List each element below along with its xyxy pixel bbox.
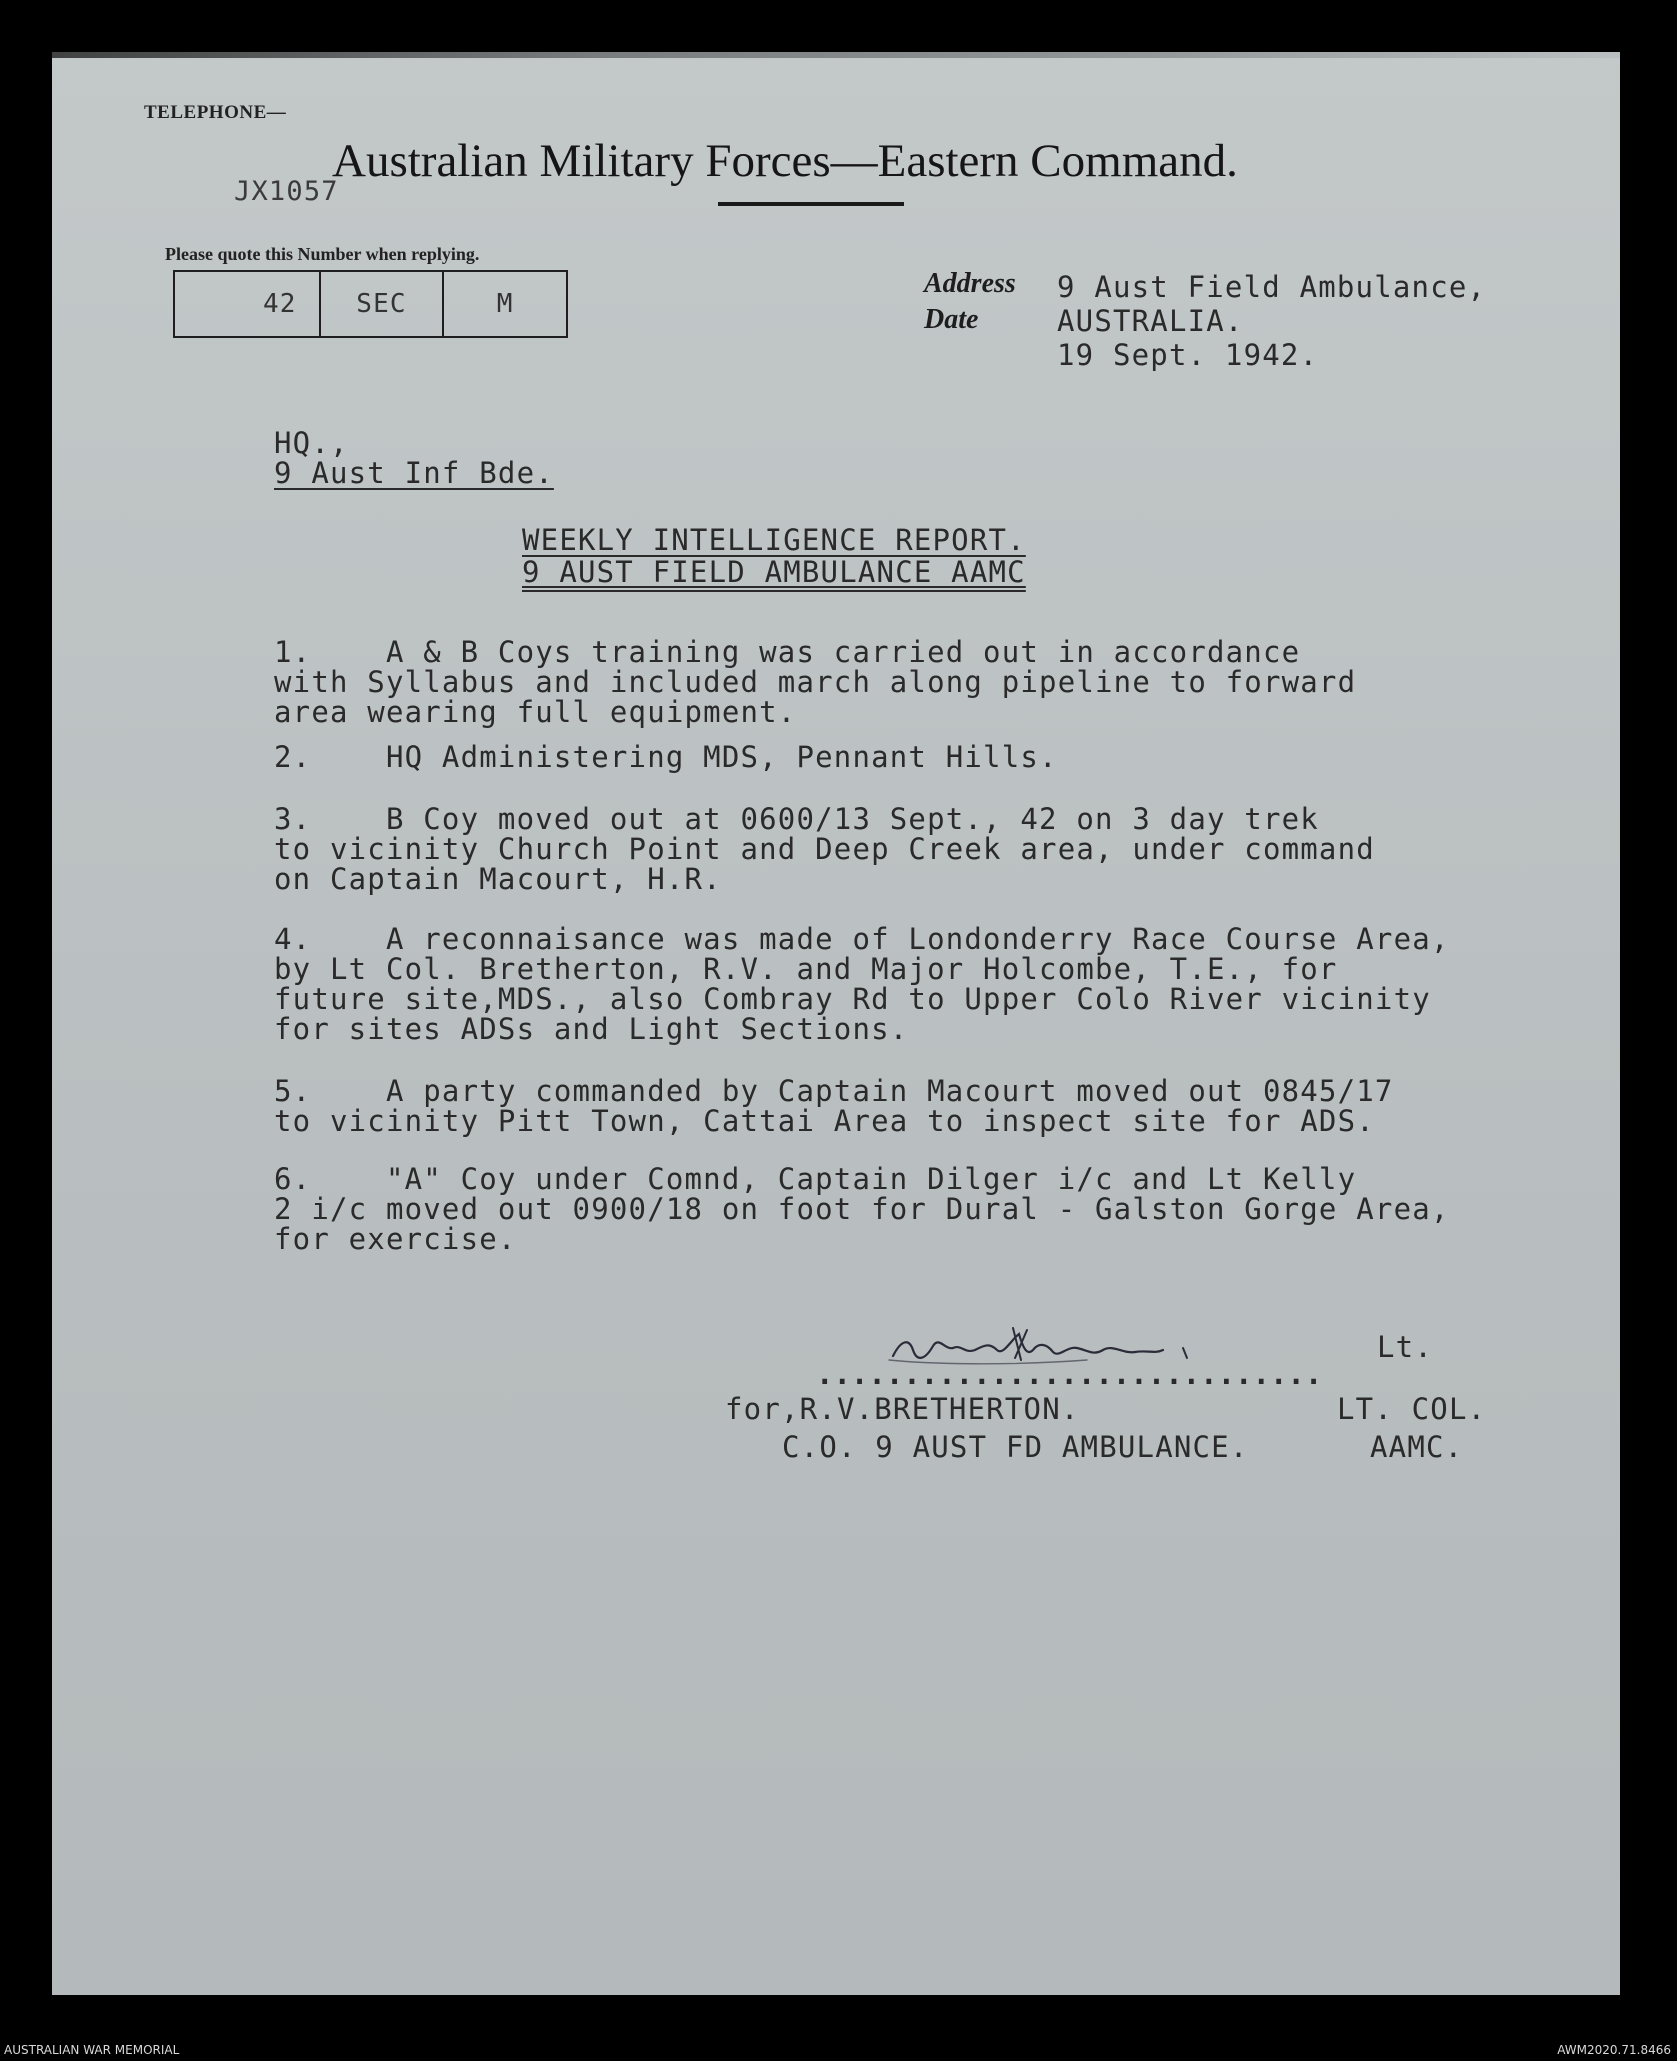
recipient-block: [274, 428, 554, 488]
paragraph-2: 2. HQ Administering MDS, Pennant Hills.: [274, 740, 1058, 774]
address-line-unit: 9 Aust Field Ambulance,: [1057, 270, 1487, 304]
reference-cell-section: SEC: [321, 272, 445, 336]
signatory-rank: Lt.: [1377, 1330, 1433, 1364]
signature-rank-line: LT. COL.: [1337, 1392, 1487, 1426]
signature-dotted-line: .............................: [816, 1357, 1323, 1391]
report-title-line1: WEEKLY INTELLIGENCE REPORT.: [522, 523, 1026, 557]
letterhead-rule: [718, 202, 904, 206]
quote-number-note: Please quote this Number when replying.: [165, 244, 480, 264]
recipient-line-hq: HQ.,: [274, 426, 349, 460]
report-title-line2: 9 AUST FIELD AMBULANCE AAMC: [522, 555, 1026, 589]
letterhead-title: Australian Military Forces—Eastern Command.: [332, 135, 1238, 187]
reference-cell-number: 42: [175, 272, 321, 336]
report-title: [522, 524, 1026, 588]
paragraph-4: 4. A reconnaisance was made of Londonderry Race Course Area, by Lt Col. Bretherton, R.V. and Major Holcombe, T.E., for future site,MDS., also Combray Rd to Upper Colo River vicinity for sites ADSs and Light Sections.: [274, 922, 1450, 1046]
address-label: Address: [924, 268, 1016, 299]
page-edge-shadow: [52, 52, 1620, 58]
reference-cell-code: M: [496, 289, 514, 319]
address-line-date: 19 Sept. 1942.: [1057, 338, 1319, 372]
paragraph-3: 3. B Coy moved out at 0600/13 Sept., 42 on 3 day trek to vicinity Church Point and Deep Creek area, under command on Captain Macourt, H.R.: [274, 802, 1375, 896]
file-number: JX1057: [234, 176, 339, 207]
date-label: Date: [924, 304, 979, 335]
signature-office-line: C.O. 9 AUST FD AMBULANCE.: [782, 1430, 1249, 1464]
address-block: [1057, 270, 1486, 372]
telephone-label: TELEPHONE—: [144, 102, 287, 123]
paragraph-1: 1. A & B Coys training was carried out in accordance with Syllabus and included march along pipeline to forward area wearing full equipment.: [274, 635, 1357, 729]
footer-institution: AUSTRALIAN WAR MEMORIAL: [4, 2043, 180, 2057]
signature-for-line: for,R.V.BRETHERTON.: [725, 1392, 1080, 1426]
signature-corps-line: AAMC.: [1370, 1430, 1464, 1464]
address-line-country: AUSTRALIA.: [1057, 304, 1244, 338]
reference-number-box: [173, 270, 568, 338]
paragraph-5: 5. A party commanded by Captain Macourt moved out 0845/17 to vicinity Pitt Town, Cattai Area to inspect site for ADS.: [274, 1074, 1394, 1138]
paragraph-6: 6. "A" Coy under Comnd, Captain Dilger i/c and Lt Kelly 2 i/c moved out 0900/18 on foot for Dural - Galston Gorge Area, for exercise.: [274, 1162, 1450, 1256]
document-page: [52, 52, 1620, 1995]
footer-accession-number: AWM2020.71.8466: [1557, 2043, 1671, 2057]
recipient-line-brigade: 9 Aust Inf Bde.: [274, 456, 554, 490]
